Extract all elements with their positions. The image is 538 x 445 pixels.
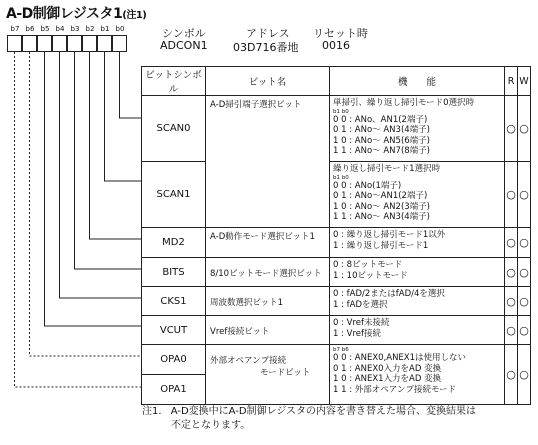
write-mark: ○: [518, 96, 531, 162]
bit-name-md2: A-D動作モード選択ビット1: [206, 228, 330, 258]
function-line: 0 0 : ANo(1端子): [333, 180, 402, 191]
bit-symbol-md2: MD2: [142, 228, 206, 258]
bit-symbol-vcut: VCUT: [142, 316, 206, 345]
bit-name-opa: [206, 345, 330, 405]
footnote-line2: 不定となります。: [171, 420, 251, 431]
connector-b3: [75, 52, 142, 269]
bit-name-line1: 外部オペアンプ接続: [210, 356, 287, 366]
connector-b2: [90, 52, 142, 239]
write-mark: ○: [518, 287, 531, 316]
connector-b0: [120, 52, 142, 118]
function-line: 0 1 : ANo～ AN3(4端子): [333, 125, 430, 135]
read-mark: ○: [505, 345, 518, 405]
read-mark: ○: [505, 287, 518, 316]
function-line: 1 0 : ANEX1入力をAD 変換: [333, 374, 442, 384]
footnote-label: 注1.: [142, 406, 162, 417]
register-bit-table: [141, 66, 531, 405]
col-header-r: R: [505, 67, 518, 96]
function-line: 繰り返し掃引モード1選択時: [333, 164, 441, 174]
function-line: 1 : 繰り返し掃引モード1: [333, 240, 429, 251]
footnote: [142, 405, 476, 433]
function-bit-hint: b1 b0: [333, 108, 349, 115]
reset-value: 0016: [322, 39, 350, 52]
col-header-bit-name: ビット名: [206, 67, 330, 96]
table-header-row: [142, 67, 531, 96]
write-mark: ○: [518, 228, 531, 258]
table-row: [142, 258, 531, 287]
function-line: 0 1 : ANEX0入力をAD 変換: [333, 363, 442, 374]
write-mark: ○: [518, 162, 531, 228]
function-line: 0 0 : ANo、AN1(2端子): [333, 114, 428, 125]
bit-label: b5: [40, 25, 50, 33]
bit-label: b0: [115, 25, 125, 33]
function-bits: [330, 258, 505, 287]
bit-name-text: A-D掃引端子選択ビット: [210, 100, 302, 110]
connector-b4: [60, 52, 142, 298]
table-row: [142, 316, 531, 345]
title-note-mark: (注1): [122, 10, 147, 21]
read-mark: ○: [505, 162, 518, 228]
footnote-line1: A-D変換中にA-D制御レジスタの内容を書き替えた場合、変換結果は: [170, 406, 477, 417]
function-line: 0 : Vref未接続: [333, 318, 390, 328]
table-row: [142, 162, 531, 228]
bit-name-scan: [206, 96, 330, 228]
function-md2: [330, 228, 505, 258]
bit-symbol-opa0: OPA0: [142, 345, 206, 375]
bit-symbol-bits: BITS: [142, 258, 206, 287]
function-line: 1 : Vref接続: [333, 328, 382, 339]
symbol-value: ADCON1: [160, 39, 208, 52]
function-line: 1 0 : ANo～ AN2(3端子): [333, 201, 430, 212]
read-mark: ○: [505, 316, 518, 345]
connector-b1: [105, 52, 142, 181]
write-mark: ○: [518, 345, 531, 405]
function-line: 0 : 繰り返し掃引モード1以外: [333, 230, 446, 240]
function-bit-hint: b1 b0: [333, 174, 349, 181]
function-line: 0 : fAD/2またはfAD/4を選択: [333, 289, 445, 299]
connector-b7: [15, 52, 142, 387]
function-bit-hint: b7 b6: [333, 347, 349, 353]
function-line: 1 1 : 外部オペアンプ接続モード: [333, 384, 457, 395]
function-line: 0 0 : ANEX0,ANEX1は使用しない: [333, 353, 467, 363]
function-cks1: [330, 287, 505, 316]
register-title-text: A-D制御レジスタ1: [6, 6, 123, 22]
function-opa: [330, 345, 505, 405]
connector-b6: [30, 52, 142, 356]
read-mark: ○: [505, 258, 518, 287]
function-vcut: [330, 316, 505, 345]
reset-label: リセット時: [313, 27, 368, 40]
bit-label: b3: [70, 25, 80, 33]
connector-b5: [45, 52, 142, 326]
function-line: 0 1 : ANo～AN1(2端子): [333, 191, 428, 201]
function-line: 1 : fADを選択: [333, 299, 388, 310]
bit-symbol-cks1: CKS1: [142, 287, 206, 316]
table-row: [142, 287, 531, 316]
address-label: アドレス: [246, 27, 290, 40]
symbol-label: シンボル: [162, 27, 206, 40]
bit-name-vcut: Vref接続ビット: [206, 316, 330, 345]
col-header-function: 機 能: [330, 67, 505, 96]
function-line: 単掃引、繰り返し掃引モード0選択時: [333, 98, 475, 108]
bit-label: b4: [55, 25, 65, 33]
address-value: 03D716番地: [233, 41, 299, 54]
function-line: 1 1 : ANo～ AN3(4端子): [333, 212, 430, 222]
write-mark: ○: [518, 316, 531, 345]
function-line: 1 : 10ビットモード: [333, 270, 408, 281]
table-row: [142, 228, 531, 258]
function-line: 0 : 8ビットモード: [333, 260, 403, 270]
table-row: [142, 345, 531, 375]
function-line: 1 0 : ANo～ AN5(6端子): [333, 135, 430, 146]
write-mark: ○: [518, 258, 531, 287]
bit-symbol-opa1: OPA1: [142, 375, 206, 405]
read-mark: ○: [505, 228, 518, 258]
bit-label: b1: [100, 25, 110, 33]
bit-label: b2: [85, 25, 95, 33]
table-row: [142, 96, 531, 162]
function-scan0: [330, 96, 505, 162]
read-mark: ○: [505, 96, 518, 162]
function-line: 1 1 : ANo～ AN7(8端子): [333, 146, 430, 156]
bit-name-line2: モードビット: [260, 368, 311, 378]
col-header-bit-symbol: ビットシンボル: [142, 67, 206, 96]
bit-name-bits: 8/10ビットモード選択ビット: [206, 258, 330, 287]
bit-name-cks1: 周波数選択ビット1: [206, 287, 330, 316]
col-header-w: W: [518, 67, 531, 96]
bit-label: b7: [10, 25, 20, 33]
bit-label: b6: [25, 25, 35, 33]
function-scan1: [330, 162, 505, 228]
bit-symbol-scan0: SCAN0: [142, 96, 206, 162]
bit-symbol-scan1: SCAN1: [142, 162, 206, 228]
